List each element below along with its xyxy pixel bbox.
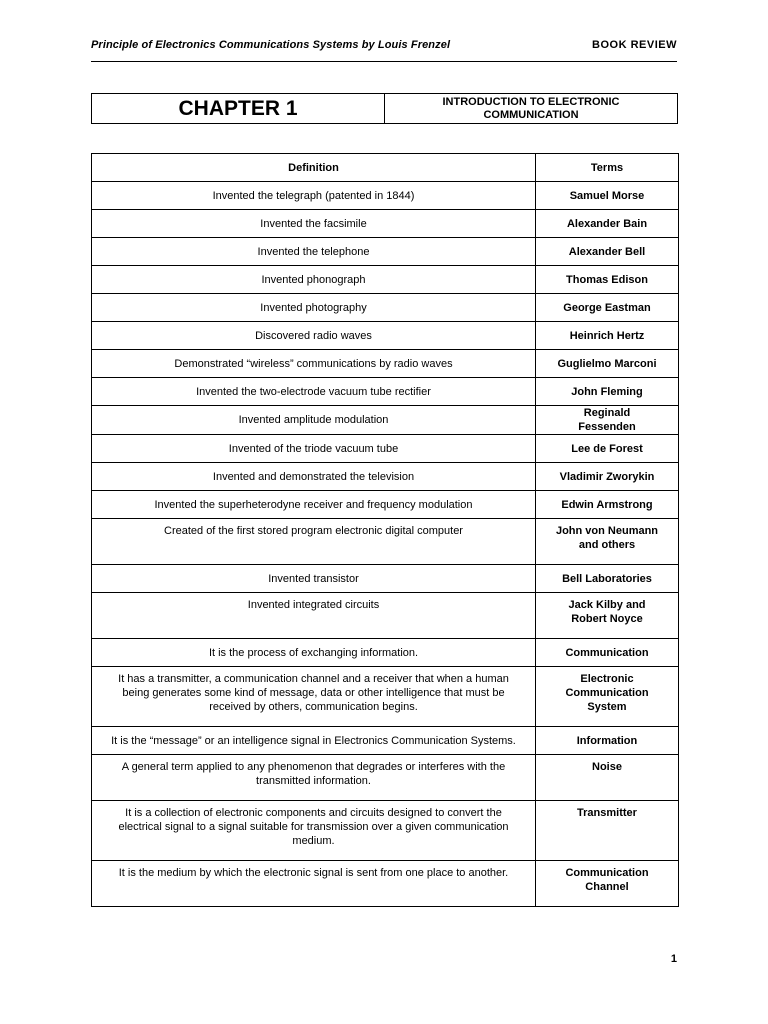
term-cell: Bell Laboratories (536, 565, 679, 593)
table-row (92, 565, 679, 593)
definition-cell: It is the medium by which the electronic signal is sent from one place to another. (92, 861, 536, 907)
definition-cell: It is the process of exchanging information. (92, 639, 536, 667)
definition-cell: Invented the telephone (92, 238, 536, 266)
term-cell: Heinrich Hertz (536, 322, 679, 350)
definition-cell: Invented integrated circuits (92, 593, 536, 639)
table-row (92, 593, 679, 639)
term-cell: John Fleming (536, 378, 679, 406)
table-row (92, 210, 679, 238)
definition-cell: A general term applied to any phenomenon that degrades or interferes with the transmitted information. (92, 755, 536, 801)
term-cell: Alexander Bain (536, 210, 679, 238)
definition-cell: Created of the first stored program electronic digital computer (92, 519, 536, 565)
definition-cell: Invented photography (92, 294, 536, 322)
table-row (92, 350, 679, 378)
term-cell: Communication Channel (536, 861, 679, 907)
definition-cell: Invented the facsimile (92, 210, 536, 238)
term-cell: Electronic Communication System (536, 667, 679, 727)
term-cell: Edwin Armstrong (536, 491, 679, 519)
table-row (92, 861, 679, 907)
term-cell: Guglielmo Marconi (536, 350, 679, 378)
definition-cell: Invented phonograph (92, 266, 536, 294)
chapter-title: INTRODUCTION TO ELECTRONIC COMMUNICATION (442, 95, 620, 121)
definition-cell: It is the “message” or an intelligence signal in Electronics Communication Systems. (92, 727, 536, 755)
table-row (92, 266, 679, 294)
column-header-definition: Definition (92, 154, 536, 182)
term-cell: Vladimir Zworykin (536, 463, 679, 491)
table-row (92, 378, 679, 406)
definition-cell: Invented the superheterodyne receiver and frequency modulation (92, 491, 536, 519)
definition-cell: Invented of the triode vacuum tube (92, 435, 536, 463)
term-cell: Transmitter (536, 801, 679, 861)
term-cell: Thomas Edison (536, 266, 679, 294)
chapter-label: CHAPTER 1 (92, 94, 385, 123)
chapter-heading-box (91, 93, 678, 124)
term-cell: Alexander Bell (536, 238, 679, 266)
definition-cell: Invented the telegraph (patented in 1844) (92, 182, 536, 210)
page-number: 1 (670, 953, 677, 965)
definition-cell: It has a transmitter, a communication channel and a receiver that when a human being generates some kind of message, data or other intelligence that must be received by others, communication begins. (92, 667, 536, 727)
column-header-terms: Terms (536, 154, 679, 182)
running-header-label: BOOK REVIEW (592, 39, 677, 51)
definition-cell: Discovered radio waves (92, 322, 536, 350)
term-cell: Jack Kilby and Robert Noyce (536, 593, 679, 639)
table-row (92, 294, 679, 322)
term-cell: Noise (536, 755, 679, 801)
definition-cell: Invented transistor (92, 565, 536, 593)
table-row (92, 182, 679, 210)
table-row (92, 801, 679, 861)
term-cell: George Eastman (536, 294, 679, 322)
table-row (92, 727, 679, 755)
term-cell: Information (536, 727, 679, 755)
table-row (92, 491, 679, 519)
running-header-title: Principle of Electronics Communications Systems by Louis Frenzel (91, 39, 451, 51)
table-row (92, 519, 679, 565)
header-divider (91, 61, 677, 62)
definitions-table (91, 153, 679, 907)
definition-cell: Invented and demonstrated the television (92, 463, 536, 491)
table-row (92, 238, 679, 266)
definition-cell: Invented the two-electrode vacuum tube rectifier (92, 378, 536, 406)
definition-cell: It is a collection of electronic components and circuits designed to convert the electrical signal to a signal suitable for transmission over a given communication medium. (92, 801, 536, 861)
table-row (92, 406, 679, 435)
table-row (92, 435, 679, 463)
term-cell: Reginald Fessenden (536, 406, 679, 435)
term-cell: John von Neumann and others (536, 519, 679, 565)
table-row (92, 667, 679, 727)
term-cell: Communication (536, 639, 679, 667)
term-cell: Lee de Forest (536, 435, 679, 463)
table-row (92, 463, 679, 491)
table-row (92, 322, 679, 350)
table-row (92, 639, 679, 667)
definition-cell: Demonstrated “wireless” communications by radio waves (92, 350, 536, 378)
term-cell: Samuel Morse (536, 182, 679, 210)
definition-cell: Invented amplitude modulation (92, 406, 536, 435)
table-row (92, 755, 679, 801)
